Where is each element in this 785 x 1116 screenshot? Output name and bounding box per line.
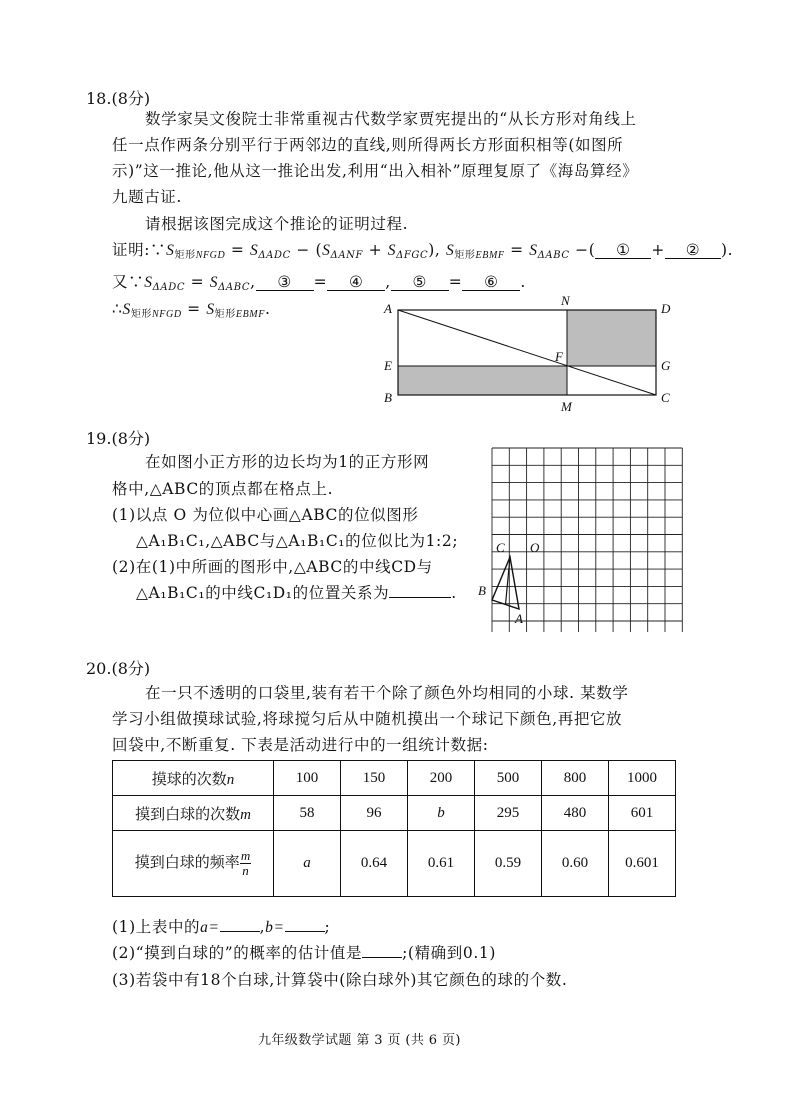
blank-2[interactable]: ② (665, 242, 721, 259)
q19-line2: 格中,△ABC的顶点都在格点上. (112, 480, 334, 498)
therefore-prefix: ∴ (112, 300, 123, 318)
label-d: D (661, 301, 671, 316)
q18-para1-line3: 示)”这一推论,他从这一推论出发,利用“出入相补”原理复原了《海岛算经》 (112, 162, 639, 180)
table-cell: 800 (542, 761, 609, 796)
grid-label-b: B (478, 583, 486, 598)
shaded-rect-ebmf (398, 366, 567, 395)
table-cell: 58 (274, 796, 341, 831)
q18-para2: 请根据该图完成这个推论的证明过程. (145, 215, 409, 233)
q19-answer-blank[interactable] (389, 597, 451, 598)
sub-rect: 矩形 (174, 250, 196, 261)
frac-denominator: n (242, 863, 249, 878)
q19-grid-figure (475, 440, 695, 632)
table-cell (408, 796, 475, 831)
label-n: N (561, 293, 570, 308)
frac-numerator: m (240, 848, 251, 863)
row1-var: n (226, 771, 235, 788)
stats-table (112, 760, 676, 897)
q18-para1-line2: 任一点作两条分别平行于两邻边的直线,则所得两长方形面积相等(如图所 (112, 136, 624, 154)
q19-header: 19.(8分) (86, 429, 151, 448)
table-cell: 295 (475, 796, 542, 831)
row2-var: m (240, 806, 251, 823)
table-row (113, 831, 676, 897)
grid-label-c: C (496, 540, 505, 555)
sub1-comma: , (259, 918, 266, 936)
blank-5[interactable]: ⑤ (391, 274, 449, 291)
table-cell: 0.64 (341, 831, 408, 897)
q19-line6 (136, 581, 457, 603)
var-a: a (303, 855, 311, 871)
label-f: F (555, 349, 563, 364)
row3-header (113, 831, 274, 897)
q20-header: 20.(8分) (86, 659, 151, 678)
q19-line6-end: . (451, 584, 457, 602)
sub1-end: ; (324, 918, 331, 936)
page-footer: 九年级数学试题 第 3 页 (共 6 页) (258, 1033, 461, 1048)
label-m: M (561, 399, 572, 414)
grid-label-o: O (530, 540, 540, 555)
blank-4[interactable]: ④ (327, 274, 385, 291)
q18-header: 18.(8分) (86, 89, 151, 108)
row2-label: 摸到白球的次数 (135, 806, 241, 823)
sub1-a: a= (200, 919, 220, 936)
q18-rectangle-figure (380, 292, 680, 414)
sub2-end: ;(精确到0.1) (402, 944, 496, 962)
q19-line5: (2)在(1)中所画的图形中,△ABC的中线CD与 (112, 558, 433, 576)
blank-1[interactable]: ① (595, 242, 651, 259)
sub-rect: 矩形 (214, 309, 236, 320)
q19-line3: (1)以点 O 为位似中心画△ABC的位似图形 (112, 506, 419, 524)
grid-lines (492, 448, 682, 632)
blank-3[interactable]: ③ (256, 274, 314, 291)
table-cell: 200 (408, 761, 475, 796)
table-cell: 500 (475, 761, 542, 796)
fraction-m-over-n (240, 849, 251, 878)
answer-b-blank[interactable] (285, 931, 325, 932)
q20-sub2 (112, 941, 496, 963)
sub2-prefix: (2)“摸到白球的”的概率的估计值是 (112, 944, 363, 962)
label-b: B (384, 390, 392, 405)
sub-rect: 矩形 (130, 309, 153, 320)
table-cell: 96 (341, 796, 408, 831)
blank-6[interactable]: ⑥ (462, 274, 520, 291)
answer-probability-blank[interactable] (362, 957, 402, 958)
q20-line3: 回袋中,不断重复. 下表是活动进行中的一组统计数据: (112, 736, 489, 754)
sub-rect: 矩形 (454, 250, 476, 261)
label-a: A (384, 301, 392, 316)
row2-header (113, 796, 274, 831)
q18-proof-line2: 又$\because S_{\Delta ADC} = S_{\Delta ABC}$, ③ = ④ , ⑤ = ⑥ . (112, 273, 526, 293)
sub1-prefix: (1)上表中的 (112, 918, 201, 936)
row1-label: 摸球的次数 (151, 771, 227, 788)
row3-label: 摸到白球的频率 (134, 854, 240, 871)
since-prefix: 又∵ (112, 273, 145, 291)
table-row (113, 796, 676, 831)
q20-sub1 (112, 915, 330, 937)
q19-line1: 在如图小正方形的边长均为1的正方形网 (145, 453, 430, 471)
table-row (113, 761, 676, 796)
table-cell: 601 (609, 796, 676, 831)
sub1-b: b= (265, 919, 285, 936)
var-b: b (437, 804, 445, 821)
label-g: G (661, 358, 671, 373)
q18-para1-line1: 数学家吴文俊院士非常重视古代数学家贾宪提出的“从长方形对角线上 (145, 110, 637, 128)
label-e: E (384, 358, 392, 373)
table-cell: 100 (274, 761, 341, 796)
q20-sub3: (3)若袋中有18个白球,计算袋中(除白球外)其它颜色的球的个数. (112, 971, 568, 989)
q20-line1: 在一只不透明的口袋里,装有若干个除了颜色外均相同的小球. 某数学 (145, 684, 629, 702)
q19-line6-text: △A₁B₁C₁的中线C₁D₁的位置关系为 (136, 584, 390, 602)
q18-proof-line1: 证明$:\because S_{矩形NFGD} = S_{\Delta ADC} - (S_{\Delta ANF} + S_{\Delta FGC})$, $S_{矩形EBMF} = S_{\Delta ABC}$ −( ① + ② ). (112, 241, 734, 261)
table-cell: 0.61 (408, 831, 475, 897)
table-cell: 1000 (609, 761, 676, 796)
q18-proof-line3: $\therefore S_{矩形NFGD} = S_{矩形EBMF}$. (112, 300, 271, 320)
shaded-rect-nfgd (567, 310, 656, 366)
table-cell (274, 831, 341, 897)
table-cell: 150 (341, 761, 408, 796)
label-c: C (661, 390, 670, 405)
answer-a-blank[interactable] (220, 931, 260, 932)
proof-prefix: 证明:∵ (112, 241, 167, 259)
row1-header (113, 761, 274, 796)
table-cell: 0.601 (609, 831, 676, 897)
grid-label-a: A (515, 611, 523, 626)
q20-line2: 学习小组做摸球试验,将球搅匀后从中随机摸出一个球记下颜色,再把它放 (112, 710, 623, 728)
q18-para1-line4: 九题古证. (112, 188, 182, 206)
q19-line4: △A₁B₁C₁,△ABC与△A₁B₁C₁的位似比为1:2; (136, 532, 459, 550)
table-cell: 480 (542, 796, 609, 831)
table-cell: 0.60 (542, 831, 609, 897)
table-cell: 0.59 (475, 831, 542, 897)
